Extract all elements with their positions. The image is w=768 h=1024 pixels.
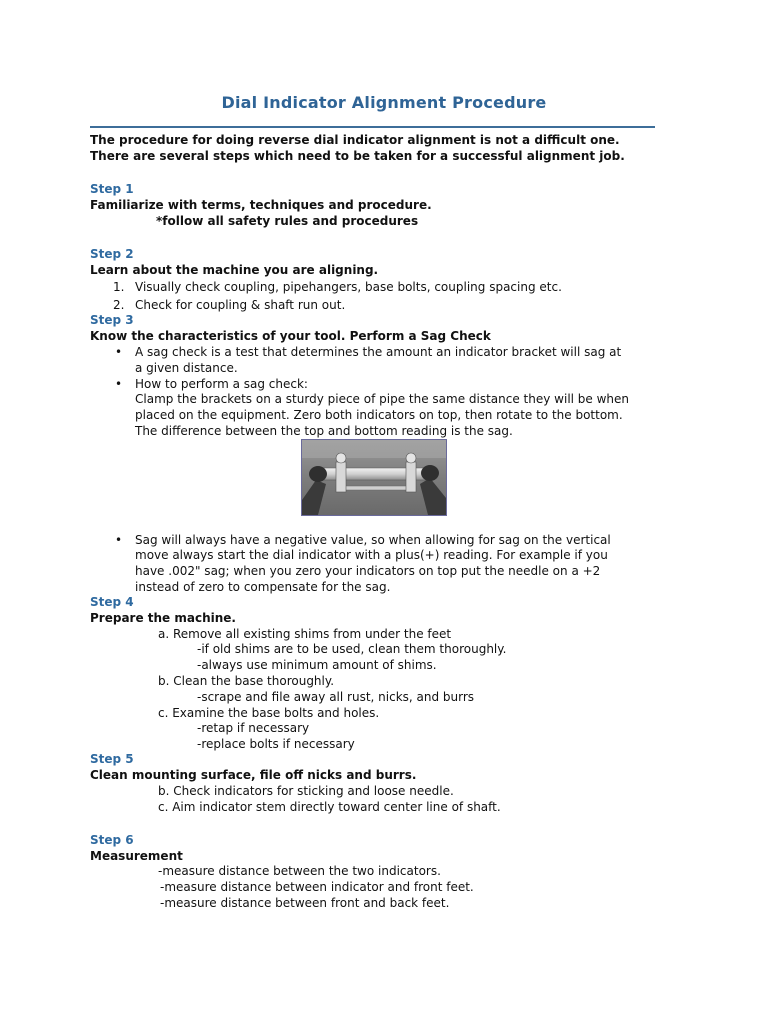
step-heading: Measurement [90, 849, 183, 863]
bullet-text: A sag check is a test that determines the amount an indicator bracket will sag at [135, 345, 622, 359]
list-item: -measure distance between front and back feet. [160, 896, 450, 910]
sag-check-image [302, 440, 446, 515]
step-heading: Know the characteristics of your tool. Perform a Sag Check [90, 329, 491, 343]
list-item: c. Examine the base bolts and holes. [158, 706, 380, 720]
bullet-text: placed on the equipment. Zero both indicators on top, then rotate to the bottom. [135, 408, 623, 422]
bullet: • [115, 345, 123, 359]
bullet-text: move always start the dial indicator with a plus(+) reading. For example if you [135, 548, 608, 562]
step-heading: Learn about the machine you are aligning. [90, 263, 379, 277]
list-subitem: -if old shims are to be used, clean them thoroughly. [197, 642, 507, 656]
step-heading: Prepare the machine. [90, 611, 236, 625]
step-label: Step 5 [90, 752, 134, 766]
intro-line: There are several steps which need to be taken for a successful alignment job. [90, 149, 625, 163]
list-number: 1. [113, 280, 125, 294]
list-item: Visually check coupling, pipehangers, base bolts, coupling spacing etc. [135, 280, 562, 294]
list-item: b. Check indicators for sticking and loose needle. [158, 784, 454, 798]
bullet-text: Clamp the brackets on a sturdy piece of pipe the same distance they will be when [135, 392, 630, 406]
bullet-text: How to perform a sag check: [135, 377, 308, 391]
step-label: Step 3 [90, 313, 134, 327]
bullet-text: Sag will always have a negative value, so when allowing for sag on the vertical [135, 533, 611, 547]
bullet-text: instead of zero to compensate for the sag. [135, 580, 391, 594]
list-item: c. Aim indicator stem directly toward center line of shaft. [158, 800, 501, 814]
list-subitem: -retap if necessary [197, 721, 310, 735]
list-item: -measure distance between the two indicators. [158, 864, 441, 878]
list-item: Check for coupling & shaft run out. [135, 298, 346, 312]
step-label: Step 2 [90, 247, 134, 261]
step-note: *follow all safety rules and procedures [156, 214, 419, 228]
step-label: Step 1 [90, 182, 134, 196]
step-label: Step 4 [90, 595, 134, 609]
list-subitem: -scrape and file away all rust, nicks, and burrs [197, 690, 475, 704]
intro-line: The procedure for doing reverse dial indicator alignment is not a difficult one. [90, 133, 620, 147]
list-item: b. Clean the base thoroughly. [158, 674, 335, 688]
bullet-text: The difference between the top and bottom reading is the sag. [135, 424, 513, 438]
bullet: • [115, 377, 123, 391]
sag-check-photo [301, 439, 447, 516]
list-subitem: -always use minimum amount of shims. [197, 658, 437, 672]
list-subitem: -replace bolts if necessary [197, 737, 355, 751]
title-rule [90, 126, 655, 128]
bullet: • [115, 533, 123, 547]
page-title: Dial Indicator Alignment Procedure [221, 93, 547, 112]
step-heading: Clean mounting surface, file off nicks and burrs. [90, 768, 417, 782]
step-label: Step 6 [90, 833, 134, 847]
step-heading: Familiarize with terms, techniques and procedure. [90, 198, 432, 212]
list-number: 2. [113, 298, 125, 312]
list-item: -measure distance between indicator and front feet. [160, 880, 474, 894]
list-item: a. Remove all existing shims from under the feet [158, 627, 452, 641]
bullet-text: a given distance. [135, 361, 238, 375]
bullet-text: have .002" sag; when you zero your indicators on top put the needle on a +2 [135, 564, 601, 578]
